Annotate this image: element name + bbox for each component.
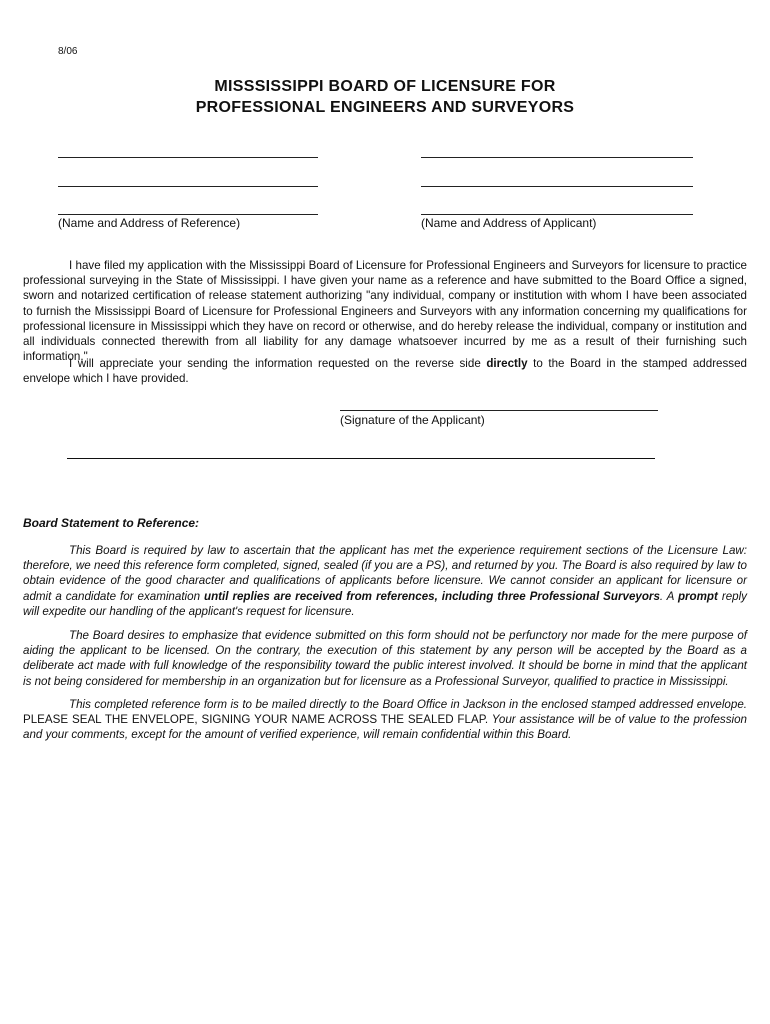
applicant-address-line-3[interactable] [421, 214, 693, 215]
board-statement-paragraph-1 [23, 543, 747, 619]
applicant-address-line-1[interactable] [421, 157, 693, 158]
applicant-address-line-2[interactable] [421, 186, 693, 187]
letter-text-1: I have filed my application with the Mississippi Board of Licensure for Professional Engineers and Surveyors for licensure to practice professional surveying in the State of Mississippi. I have given your name as a reference and have submitted to the Board Office a signed, sworn and notarized certification of release statement authorizing "any individual, company or institution with whom I have been associated to furnish the Mississippi Board of Licensure for Professional Engineers and Surveyors with any information concerning my qualifications for professional licensure in Mississippi which they have on record or otherwise, and do hereby release the individual, company or institution and all individuals connected therewith from all liability for any damage whatsoever incurred by me as a result of their furnishing such information." [23, 259, 747, 364]
letter-text-2a: I will appreciate your sending the information requested on the reverse side [69, 357, 487, 370]
letter-paragraph-1 [23, 258, 747, 364]
applicant-address-label: (Name and Address of Applicant) [421, 216, 597, 230]
board-statement-paragraph-2 [23, 628, 747, 689]
letter-paragraph-2 [23, 356, 747, 386]
board-text-1-prompt: prompt [677, 589, 718, 603]
section-divider [67, 458, 655, 459]
board-text-3a: This completed reference form is to be mailed directly to the Board Office in Jackson in the enclosed stamped addressed envelope. [69, 698, 747, 711]
page-title-line1: MISSSISSIPPI BOARD OF LICENSURE FOR [214, 78, 556, 95]
reference-address-label: (Name and Address of Reference) [58, 216, 241, 230]
page-title-line2: PROFESSIONAL ENGINEERS AND SURVEYORS [195, 99, 575, 116]
signature-line[interactable] [340, 410, 658, 411]
board-text-1a: This Board is required by law to ascertain that the applicant has met the experience requirement sections of the Licensure Law: therefore, we need this reference form completed, signed, sealed (if you are a PS), and returned by you. The Board is also required by law to obtain evidence of the good character and qualifications of applicants before licensure. We cannot consider an applicant for licensure or admit a candidate for examination [23, 544, 747, 603]
form-code: 8/06 [58, 46, 78, 57]
letter-text-2-bold: directly [486, 357, 528, 370]
board-text-2: The Board desires to emphasize that evidence submitted on this form should not be perfunctory nor made for the mere purpose of aiding the applicant to be licensed. On the contrary, the execution of this statement by any person will be accepted by the Board as a deliberate act made with full knowledge of the responsibility toward the public interest involved. It should be borne in mind that the applicant is not being considered for membership in an organization but for licensure as a Professional Surveyor, qualified to practice in Mississippi. [23, 629, 747, 688]
reference-address-line-2[interactable] [58, 186, 318, 187]
board-statement-heading: Board Statement to Reference: [23, 516, 200, 530]
reference-address-line-3[interactable] [58, 214, 318, 215]
reference-address-line-1[interactable] [58, 157, 318, 158]
signature-label: (Signature of the Applicant) [340, 413, 485, 427]
letter-text-2b: to the Board in the stamped addressed envelope which I have provided. [23, 357, 747, 386]
board-text-1c: reply will expedite our handling of the applicant's request for licensure. [23, 589, 747, 618]
board-text-1b: . A [659, 589, 678, 603]
board-text-3c: Your assistance will be of value to the profession and your comments, except for the amount of verified experience, will remain confidential within this Board. [23, 713, 747, 742]
board-statement-paragraph-3 [23, 697, 747, 743]
board-text-1-bold: until replies are received from references, including three Professional Surveyors [204, 589, 660, 603]
board-text-3b: PLEASE SEAL THE ENVELOPE, SIGNING YOUR NAME ACROSS THE SEALED FLAP. [23, 713, 489, 727]
